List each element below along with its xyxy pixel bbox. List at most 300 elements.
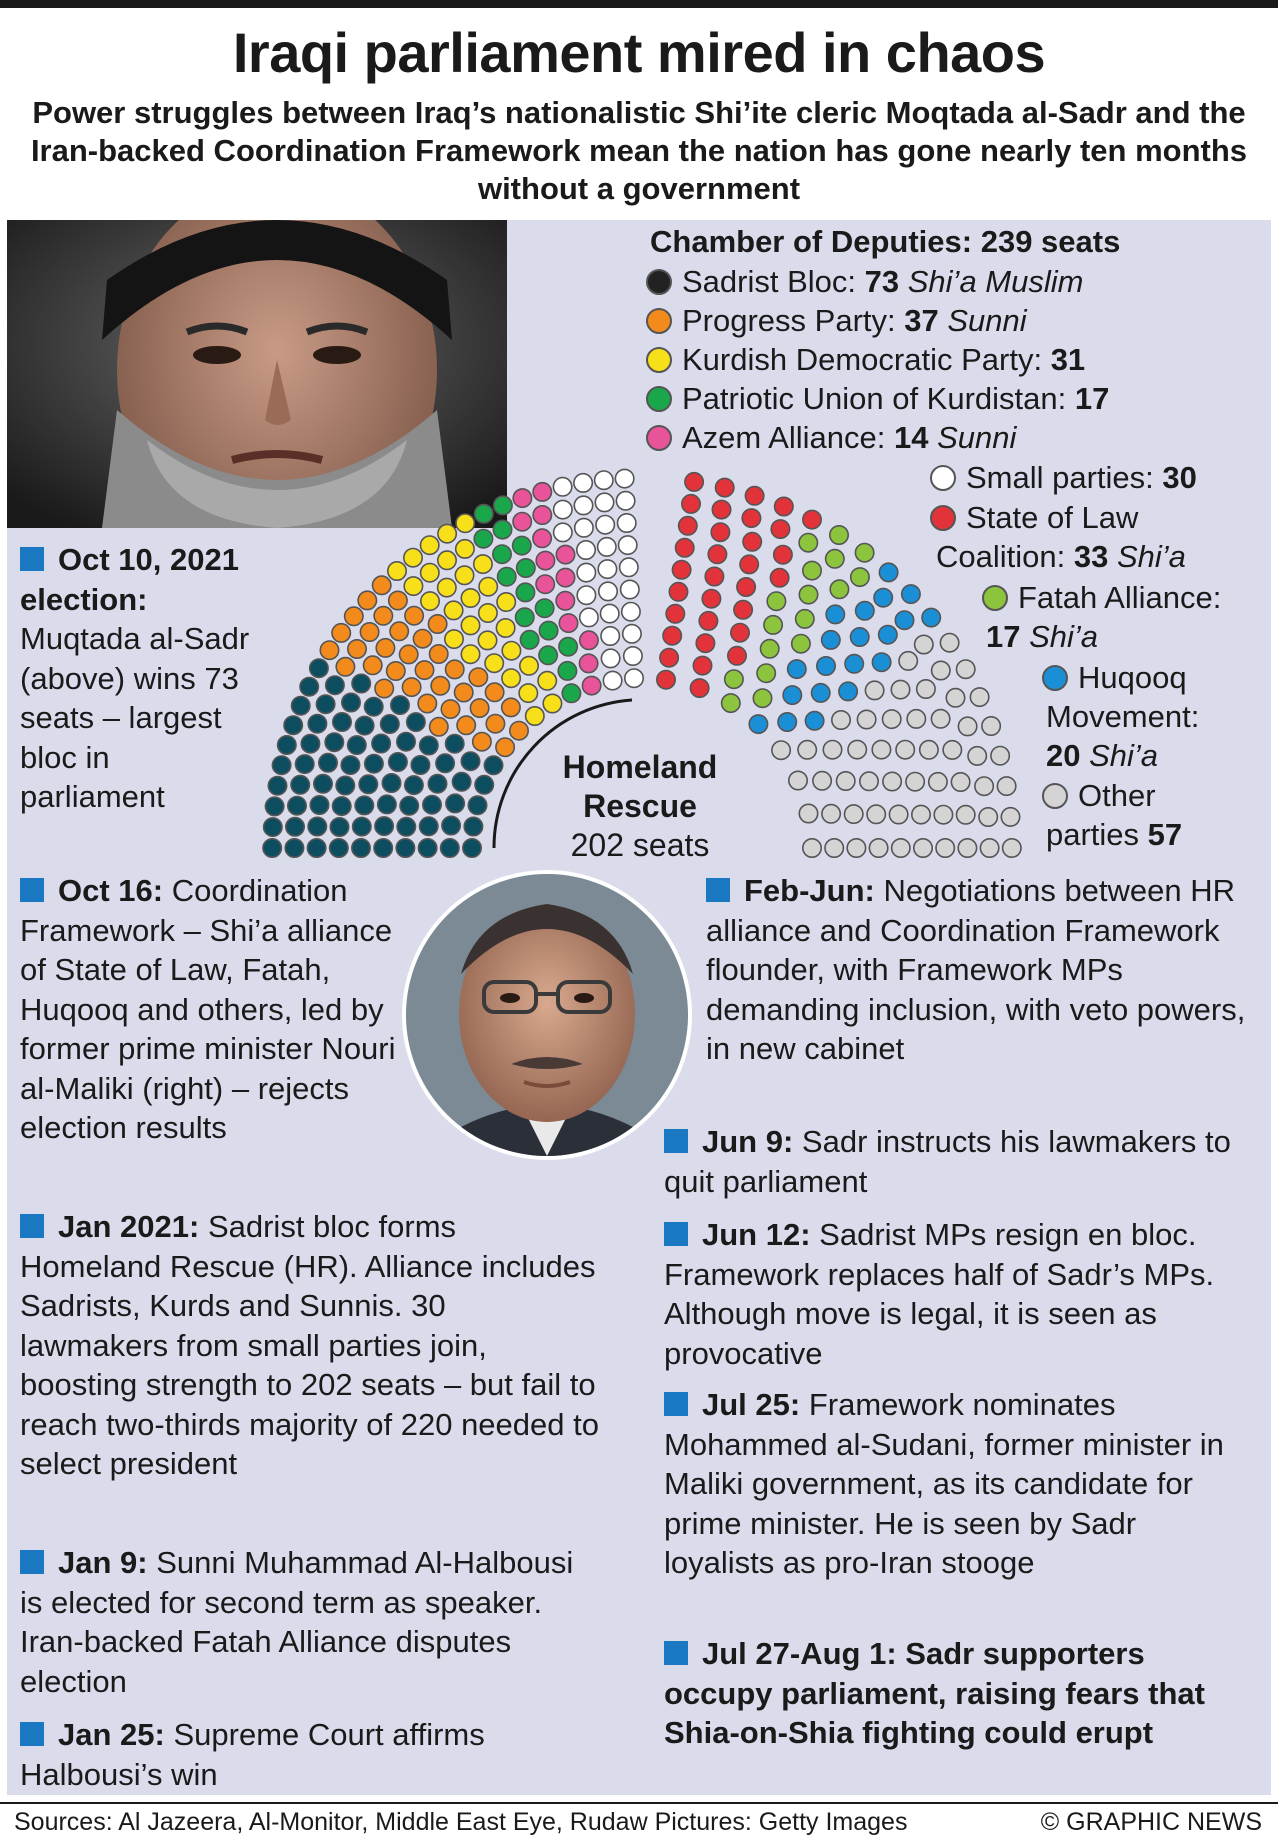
seat-dot bbox=[823, 741, 841, 759]
seat-dot bbox=[420, 817, 438, 835]
seat-dot bbox=[284, 716, 302, 734]
seat-dot bbox=[288, 797, 306, 815]
seat-dot bbox=[676, 539, 694, 557]
legend-huqooq-2: Movement: bbox=[1046, 699, 1200, 734]
seat-dot bbox=[803, 839, 821, 857]
seat-dot bbox=[421, 592, 439, 610]
timeline-item-jan9: Jan 9: Sunni Muhammad Al-Halbousi is elected for second term as speaker. Iran-backed Fatah Alliance disputes election bbox=[20, 1545, 574, 1699]
seat-dot bbox=[473, 733, 491, 751]
legend-small: Small parties: 30 bbox=[930, 458, 1197, 497]
seat-dot bbox=[301, 735, 319, 753]
timeline-item-jun12: Jun 12: Sadrist MPs resign en bloc. Framework replaces half of Sadr’s MPs. Although move is legal, it is seen as provocative bbox=[664, 1217, 1215, 1371]
legend-azem: Azem Alliance: 14 Sunni bbox=[646, 418, 1016, 457]
seat-dot bbox=[915, 635, 933, 653]
seat-dot bbox=[382, 774, 400, 792]
seat-dot bbox=[436, 754, 454, 772]
seat-dot bbox=[441, 839, 459, 857]
seat-dot bbox=[595, 471, 613, 489]
seat-dot bbox=[405, 776, 423, 794]
seat-dot bbox=[906, 773, 924, 791]
seat-dot bbox=[615, 469, 633, 487]
timeline-item-jul27: Jul 27-Aug 1: Sadr supporters occupy parliament, raising fears that Shia-on-Shia fighting could erupt bbox=[664, 1636, 1205, 1750]
seat-dot bbox=[601, 627, 619, 645]
timeline-item-oct10: Oct 10, 2021 election: Muqtada al-Sadr (above) wins 73 seats – largest bloc in parliament bbox=[20, 542, 250, 814]
seat-dot bbox=[957, 806, 975, 824]
seat-dot bbox=[832, 711, 850, 729]
seat-dot bbox=[803, 561, 821, 579]
legend-dot bbox=[646, 425, 672, 451]
seat-dot bbox=[789, 771, 807, 789]
seat-dot bbox=[946, 689, 964, 707]
seat-dot bbox=[420, 736, 438, 754]
bullet-square-icon bbox=[664, 1129, 688, 1153]
seat-dot bbox=[601, 649, 619, 667]
seat-dot bbox=[364, 656, 382, 674]
seat-dot bbox=[486, 715, 504, 733]
seat-dot bbox=[502, 669, 520, 687]
seat-dot bbox=[847, 839, 865, 857]
legend-state-of-law-2: Coalition: 33 Shi’a bbox=[936, 539, 1186, 574]
seat-dot bbox=[708, 545, 726, 563]
legend-other-2: parties 57 bbox=[1046, 817, 1183, 852]
seat-dot bbox=[390, 622, 408, 640]
seat-dot bbox=[352, 839, 370, 857]
seat-dot bbox=[388, 562, 406, 580]
legend-fatah-2: 17 Shi’a bbox=[986, 619, 1099, 654]
legend-dot bbox=[930, 465, 956, 491]
seat-dot bbox=[396, 839, 414, 857]
seat-dot bbox=[839, 682, 857, 700]
seat-dot bbox=[265, 797, 283, 815]
seat-dot bbox=[428, 775, 446, 793]
page-subtitle: Power struggles between Iraq’s nationalistic Shi’ite cleric Moqtada al-Sadr and the Iran-backed Coordination Framework mean the nation has gone nearly ten months without a government bbox=[30, 95, 1248, 206]
seat-dot bbox=[761, 640, 779, 658]
seat-dot bbox=[438, 525, 456, 543]
seat-dot bbox=[577, 586, 595, 604]
seat-dot bbox=[601, 604, 619, 622]
seat-dot bbox=[817, 657, 835, 675]
seat-dot bbox=[958, 839, 976, 857]
legend-huqooq: Huqooq bbox=[1042, 658, 1187, 697]
legend-puk: Patriotic Union of Kurdistan: 17 bbox=[646, 379, 1109, 418]
seat-dot bbox=[620, 558, 638, 576]
seat-dot bbox=[428, 615, 446, 633]
seat-dot bbox=[374, 839, 392, 857]
seat-dot bbox=[865, 681, 883, 699]
seat-dot bbox=[516, 608, 534, 626]
seat-dot bbox=[685, 473, 703, 491]
seat-dot bbox=[470, 699, 488, 717]
seat-dot bbox=[663, 627, 681, 645]
seat-dot bbox=[330, 818, 348, 836]
seat-dot bbox=[360, 623, 378, 641]
seat-dot bbox=[796, 610, 814, 628]
seat-dot bbox=[577, 563, 595, 581]
seat-dot bbox=[712, 500, 730, 518]
legend-state-of-law: State of Law bbox=[930, 498, 1138, 537]
seat-dot bbox=[657, 671, 675, 689]
seat-dot bbox=[679, 517, 697, 535]
seat-dot bbox=[539, 621, 557, 639]
seat-dot bbox=[895, 611, 913, 629]
seat-dot bbox=[461, 752, 479, 770]
seat-dot bbox=[325, 733, 343, 751]
seat-dot bbox=[771, 520, 789, 538]
seat-dot bbox=[463, 839, 481, 857]
legend-huqooq-3: 20 Shi’a bbox=[1046, 738, 1159, 773]
seat-dot bbox=[559, 638, 577, 656]
seat-dot bbox=[872, 653, 890, 671]
seat-dot bbox=[446, 660, 464, 678]
seat-dot bbox=[479, 604, 497, 622]
seat-dot bbox=[407, 713, 425, 731]
seat-dot bbox=[278, 736, 296, 754]
seat-dot bbox=[268, 777, 286, 795]
seat-dot bbox=[556, 545, 574, 563]
seat-dot bbox=[672, 561, 690, 579]
seat-dot bbox=[421, 536, 439, 554]
bullet-square-icon bbox=[706, 878, 730, 902]
seat-dot bbox=[980, 839, 998, 857]
seat-dot bbox=[484, 756, 502, 774]
seat-dot bbox=[554, 500, 572, 518]
seat-dot bbox=[502, 698, 520, 716]
legend-dot bbox=[646, 308, 672, 334]
seat-dot bbox=[559, 614, 577, 632]
seat-dot bbox=[352, 674, 370, 692]
seat-dot bbox=[418, 839, 436, 857]
seat-dot bbox=[431, 677, 449, 695]
seat-dot bbox=[951, 773, 969, 791]
seat-dot bbox=[474, 555, 492, 573]
seat-dot bbox=[372, 734, 390, 752]
seat-dot bbox=[319, 754, 337, 772]
seat-dot bbox=[494, 496, 512, 514]
seat-dot bbox=[907, 710, 925, 728]
seat-dot bbox=[365, 698, 383, 716]
seat-dot bbox=[286, 818, 304, 836]
seat-dot bbox=[767, 592, 785, 610]
seat-dot bbox=[825, 839, 843, 857]
seat-dot bbox=[538, 672, 556, 690]
legend-sadrist: Sadrist Bloc: 73 Shi’a Muslim bbox=[646, 262, 1083, 301]
seat-dot bbox=[397, 733, 415, 751]
seat-dot bbox=[461, 616, 479, 634]
seat-dot bbox=[1001, 808, 1019, 826]
seat-dot bbox=[943, 741, 961, 759]
seat-dot bbox=[582, 676, 600, 694]
seat-dot bbox=[533, 529, 551, 547]
seat-dot bbox=[799, 804, 817, 822]
seat-dot bbox=[455, 683, 473, 701]
seat-dot bbox=[405, 607, 423, 625]
seat-dot bbox=[902, 585, 920, 603]
seat-dot bbox=[912, 805, 930, 823]
seat-dot bbox=[553, 478, 571, 496]
seat-dot bbox=[264, 818, 282, 836]
seat-dot bbox=[375, 817, 393, 835]
seat-dot bbox=[623, 625, 641, 643]
seat-dot bbox=[669, 583, 687, 601]
legend-progress: Progress Party: 37 Sunni bbox=[646, 301, 1027, 340]
seat-dot bbox=[456, 514, 474, 532]
timeline-item-jan2021: Jan 2021: Sadrist bloc forms Homeland Rescue (HR). Alliance includes Sadrists, Kurds and Sunnis. 30 lawmakers from small parties join, boosting strength to 202 seats – but fail to reach two-thirds majority of 220 needed to select president bbox=[20, 1209, 599, 1481]
seat-dot bbox=[330, 839, 348, 857]
seat-dot bbox=[740, 555, 758, 573]
seat-dot bbox=[263, 839, 281, 857]
seat-dot bbox=[446, 735, 464, 753]
seat-dot bbox=[696, 634, 714, 652]
seat-dot bbox=[618, 514, 636, 532]
seat-dot bbox=[513, 489, 531, 507]
seat-dot bbox=[404, 577, 422, 595]
seat-dot bbox=[397, 818, 415, 836]
seat-dot bbox=[438, 551, 456, 569]
seat-dot bbox=[1003, 839, 1021, 857]
seat-dot bbox=[446, 794, 464, 812]
seat-dot bbox=[345, 607, 363, 625]
seat-dot bbox=[869, 839, 887, 857]
legend-dot bbox=[646, 386, 672, 412]
seat-dot bbox=[423, 796, 441, 814]
seat-dot bbox=[799, 534, 817, 552]
seat-dot bbox=[536, 575, 554, 593]
seat-dot bbox=[690, 679, 708, 697]
legend-dot bbox=[1042, 665, 1068, 691]
bullet-square-icon bbox=[20, 547, 44, 571]
seat-dot bbox=[929, 773, 947, 791]
seat-dot bbox=[879, 563, 897, 581]
legend-kdp: Kurdish Democratic Party: 31 bbox=[646, 340, 1085, 379]
seat-dot bbox=[716, 478, 734, 496]
seat-dot bbox=[579, 654, 597, 672]
seat-dot bbox=[533, 483, 551, 501]
seat-dot bbox=[348, 640, 366, 658]
seat-dot bbox=[430, 718, 448, 736]
seat-dot bbox=[783, 686, 801, 704]
seat-dot bbox=[619, 536, 637, 554]
seat-dot bbox=[660, 649, 678, 667]
seat-dot bbox=[400, 797, 418, 815]
seat-dot bbox=[874, 589, 892, 607]
seat-dot bbox=[539, 646, 557, 664]
seat-dot bbox=[513, 536, 531, 554]
seat-dot bbox=[389, 591, 407, 609]
seat-dot bbox=[932, 661, 950, 679]
seat-dot bbox=[375, 679, 393, 697]
legend-dot bbox=[982, 585, 1008, 611]
seat-dot bbox=[742, 509, 760, 527]
seat-dot bbox=[693, 656, 711, 674]
seat-dot bbox=[778, 713, 796, 731]
seat-dot bbox=[725, 670, 743, 688]
seat-dot bbox=[991, 747, 1009, 765]
seat-dot bbox=[798, 741, 816, 759]
bullet-square-icon bbox=[20, 1550, 44, 1574]
seat-dot bbox=[826, 550, 844, 568]
seat-dot bbox=[574, 474, 592, 492]
seat-dot bbox=[493, 520, 511, 538]
seat-dot bbox=[296, 755, 314, 773]
seat-dot bbox=[922, 608, 940, 626]
seat-dot bbox=[452, 773, 470, 791]
timeline-item-jan25: Jan 25: Supreme Court affirms Halbousi’s win bbox=[20, 1717, 485, 1792]
seat-dot bbox=[753, 689, 771, 707]
seat-dot bbox=[517, 559, 535, 577]
seat-dot bbox=[341, 756, 359, 774]
seat-dot bbox=[464, 817, 482, 835]
seat-dot bbox=[378, 795, 396, 813]
seat-dot bbox=[485, 654, 503, 672]
seat-dot bbox=[300, 678, 318, 696]
seat-dot bbox=[326, 676, 344, 694]
seat-dot bbox=[400, 645, 418, 663]
seat-dot bbox=[813, 772, 831, 790]
seat-dot bbox=[320, 641, 338, 659]
seat-dot bbox=[731, 624, 749, 642]
seat-dot bbox=[479, 578, 497, 596]
seat-dot bbox=[867, 805, 885, 823]
seat-dot bbox=[666, 605, 684, 623]
seat-dot bbox=[291, 776, 309, 794]
seat-dot bbox=[455, 566, 473, 584]
seat-dot bbox=[624, 647, 642, 665]
seat-dot bbox=[622, 603, 640, 621]
seat-dot bbox=[461, 645, 479, 663]
seat-dot bbox=[543, 694, 561, 712]
timeline-item-oct16: Oct 16: Coordination Framework – Shi’a alliance of State of Law, Fatah, Huqooq and others, led by former prime minister Nouri al-Maliki (right) – rejects election results bbox=[20, 873, 396, 1145]
seat-dot bbox=[599, 582, 617, 600]
seat-dot bbox=[376, 639, 394, 657]
seat-dot bbox=[475, 776, 493, 794]
seat-dot bbox=[444, 601, 462, 619]
seat-dot bbox=[574, 496, 592, 514]
seat-dot bbox=[342, 693, 360, 711]
bullet-square-icon bbox=[664, 1222, 688, 1246]
seat-dot bbox=[332, 624, 350, 642]
seat-dot bbox=[889, 805, 907, 823]
seat-dot bbox=[285, 839, 303, 857]
seat-dot bbox=[556, 568, 574, 586]
seat-dot bbox=[308, 817, 326, 835]
seat-dot bbox=[413, 630, 431, 648]
seat-dot bbox=[734, 601, 752, 619]
timeline-item-febjun: Feb-Jun: Negotiations between HR alliance and Coordination Framework flounder, with Framework MPs demanding inclusion, with veto powers, in new cabinet bbox=[706, 873, 1246, 1066]
seat-dot bbox=[358, 591, 376, 609]
bullet-square-icon bbox=[20, 878, 44, 902]
seat-dot bbox=[415, 661, 433, 679]
seat-dot bbox=[625, 669, 643, 687]
seat-dot bbox=[837, 772, 855, 790]
seat-dot bbox=[292, 697, 310, 715]
seat-dot bbox=[475, 505, 493, 523]
seat-dot bbox=[598, 538, 616, 556]
bullet-square-icon bbox=[664, 1392, 688, 1416]
seat-dot bbox=[421, 564, 439, 582]
seat-dot bbox=[554, 523, 572, 541]
seat-dot bbox=[520, 657, 538, 675]
seat-dot bbox=[728, 647, 746, 665]
timeline-item-jul25: Jul 25: Framework nominates Mohammed al-Sudani, former minister in Maliki government, as its candidate for prime minister. He is seen by Sadr loyalists as pro-Iran stooge bbox=[664, 1387, 1224, 1580]
seat-dot bbox=[979, 808, 997, 826]
seat-dot bbox=[430, 645, 448, 663]
legend-dot bbox=[646, 269, 672, 295]
seat-dot bbox=[353, 817, 371, 835]
seat-dot bbox=[822, 631, 840, 649]
seat-dot bbox=[603, 671, 621, 689]
seat-dot bbox=[418, 694, 436, 712]
seat-dot bbox=[457, 716, 475, 734]
seat-dot bbox=[595, 493, 613, 511]
seat-dot bbox=[438, 578, 456, 596]
seat-dot bbox=[968, 747, 986, 765]
legend-dot bbox=[1042, 783, 1068, 809]
seat-dot bbox=[510, 722, 528, 740]
seat-dot bbox=[456, 540, 474, 558]
seat-dot bbox=[575, 519, 593, 537]
seat-dot bbox=[596, 516, 614, 534]
seat-dot bbox=[822, 805, 840, 823]
timeline-item-jun9: Jun 9: Sadr instructs his lawmakers to quit parliament bbox=[664, 1124, 1231, 1199]
bullet-square-icon bbox=[20, 1214, 44, 1238]
seat-dot bbox=[857, 710, 875, 728]
seat-dot bbox=[851, 628, 869, 646]
sources-credit: Sources: Al Jazeera, Al-Monitor, Middle East Eye, Rudaw Pictures: Getty Images bbox=[14, 1808, 908, 1836]
seat-dot bbox=[848, 740, 866, 758]
seat-dot bbox=[373, 576, 391, 594]
seat-dot bbox=[856, 602, 874, 620]
seat-dot bbox=[387, 662, 405, 680]
seat-dot bbox=[788, 660, 806, 678]
legend-dot bbox=[646, 347, 672, 373]
seat-dot bbox=[883, 772, 901, 790]
seat-dot bbox=[336, 776, 354, 794]
seat-dot bbox=[917, 680, 935, 698]
legend-dot bbox=[930, 505, 956, 531]
seat-dot bbox=[621, 580, 639, 598]
seat-dot bbox=[355, 716, 373, 734]
seat-dot bbox=[519, 684, 537, 702]
seat-dot bbox=[803, 510, 821, 528]
seat-dot bbox=[934, 806, 952, 824]
seat-dot bbox=[860, 772, 878, 790]
seat-dot bbox=[441, 700, 459, 718]
seat-dot bbox=[310, 659, 328, 677]
seat-dot bbox=[558, 662, 576, 680]
seat-dot bbox=[580, 608, 598, 626]
seat-dot bbox=[711, 523, 729, 541]
seat-dot bbox=[957, 660, 975, 678]
seat-dot bbox=[389, 753, 407, 771]
seat-dot bbox=[705, 567, 723, 585]
seat-dot bbox=[792, 635, 810, 653]
seat-dot bbox=[535, 599, 553, 617]
homeland-rescue-label: Homeland Rescue 202 seats bbox=[562, 749, 718, 863]
seat-dot bbox=[891, 680, 909, 698]
seat-dot bbox=[826, 605, 844, 623]
seat-dot bbox=[936, 839, 954, 857]
seat-dot bbox=[469, 668, 487, 686]
seat-dot bbox=[493, 545, 511, 563]
seat-dot bbox=[468, 796, 486, 814]
seat-dot bbox=[722, 694, 740, 712]
seat-dot bbox=[749, 715, 767, 733]
seat-dot bbox=[308, 715, 326, 733]
seat-dot bbox=[830, 580, 848, 598]
seat-dot bbox=[845, 655, 863, 673]
seat-dot bbox=[333, 713, 351, 731]
seat-dot bbox=[502, 642, 520, 660]
